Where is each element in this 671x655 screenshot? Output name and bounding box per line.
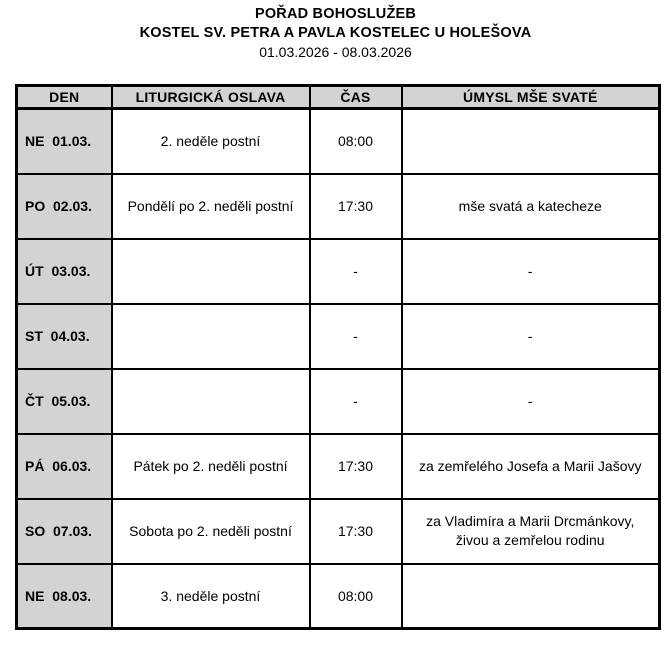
celebration-cell: Pondělí po 2. neděli postní (112, 174, 310, 239)
document-header (0, 0, 671, 61)
mass-schedule-table (15, 84, 661, 630)
table-row (17, 109, 660, 174)
date-range: 01.03.2026 - 08.03.2026 (259, 44, 412, 60)
day-cell: NE 01.03. (17, 109, 112, 174)
time-cell: 17:30 (310, 434, 402, 499)
intention-cell: - (402, 369, 660, 434)
day-cell: ST 04.03. (17, 304, 112, 369)
intention-cell: mše svatá a katecheze (402, 174, 660, 239)
table-row (17, 434, 660, 499)
day-cell: NE 08.03. (17, 564, 112, 629)
table-row (17, 304, 660, 369)
celebration-cell: Sobota po 2. neděli postní (112, 499, 310, 564)
day-cell: ÚT 03.03. (17, 239, 112, 304)
celebration-cell (112, 369, 310, 434)
table-row (17, 239, 660, 304)
column-header-umysl-mse-svate: ÚMYSL MŠE SVATÉ (402, 86, 660, 109)
column-header-den: DEN (17, 86, 112, 109)
celebration-cell: 3. neděle postní (112, 564, 310, 629)
time-cell: 08:00 (310, 109, 402, 174)
intention-cell: - (402, 304, 660, 369)
page-subtitle: KOSTEL SV. PETRA A PAVLA KOSTELEC U HOLEŠOVA (139, 25, 532, 41)
day-cell: PO 02.03. (17, 174, 112, 239)
column-header-liturgicka-oslava: LITURGICKÁ OSLAVA (112, 86, 310, 109)
table-row (17, 564, 660, 629)
time-cell: - (310, 239, 402, 304)
time-cell: 17:30 (310, 174, 402, 239)
time-cell: 17:30 (310, 499, 402, 564)
celebration-cell (112, 304, 310, 369)
intention-cell (402, 564, 660, 629)
celebration-cell (112, 239, 310, 304)
time-cell: - (310, 304, 402, 369)
intention-cell: - (402, 239, 660, 304)
page-title: POŘAD BOHOSLUŽEB (254, 6, 417, 22)
table-row (17, 499, 660, 564)
table-row (17, 369, 660, 434)
table-header-row (17, 86, 660, 109)
table-row (17, 174, 660, 239)
day-cell: ČT 05.03. (17, 369, 112, 434)
intention-cell: za zemřelého Josefa a Marii Jašovy (402, 434, 660, 499)
day-cell: PÁ 06.03. (17, 434, 112, 499)
intention-cell (402, 109, 660, 174)
column-header-cas: ČAS (310, 86, 402, 109)
time-cell: - (310, 369, 402, 434)
intention-cell: za Vladimíra a Marii Drcmánkovy, živou a zemřelou rodinu (402, 499, 660, 564)
celebration-cell: Pátek po 2. neděli postní (112, 434, 310, 499)
day-cell: SO 07.03. (17, 499, 112, 564)
celebration-cell: 2. neděle postní (112, 109, 310, 174)
time-cell: 08:00 (310, 564, 402, 629)
